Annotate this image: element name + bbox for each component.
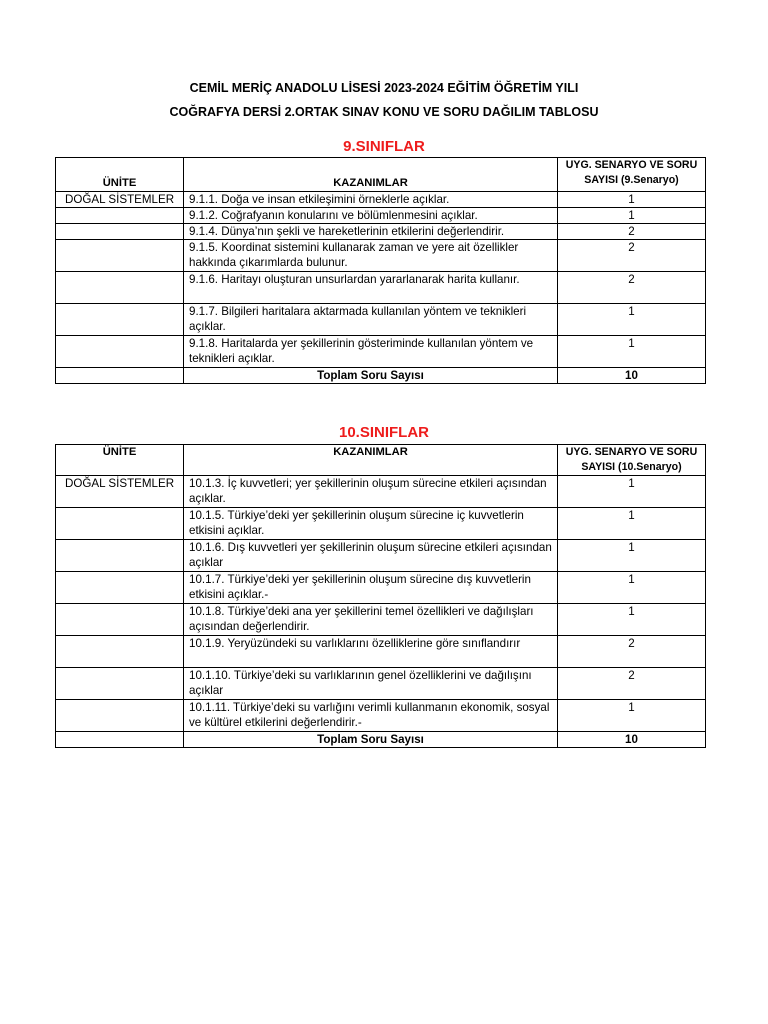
table-row — [56, 508, 706, 540]
unit-cell — [56, 336, 184, 368]
kazanim-cell: 9.1.7. Bilgileri haritalara aktarmada kullanılan yöntem ve teknikleri açıklar. — [184, 304, 558, 336]
table-row — [56, 604, 706, 636]
count-cell: 1 — [558, 700, 706, 732]
count-cell: 1 — [558, 304, 706, 336]
table-row — [56, 476, 706, 508]
kazanim-cell: 10.1.11. Türkiye’deki su varlığını verimli kullanmanın ekonomik, sosyal ve kültürel etkilerini değerlendirir.- — [184, 700, 558, 732]
unit-cell — [56, 240, 184, 272]
grade10-header-kazanim: KAZANIMLAR — [184, 445, 558, 476]
kazanim-cell: 9.1.2. Coğrafyanın konularını ve bölümlenmesini açıklar. — [184, 208, 558, 224]
grade10-header-uyg-line2: SAYISI (10.Senaryo) — [581, 461, 682, 473]
kazanim-cell: 9.1.5. Koordinat sistemini kullanarak zaman ve yere ait özellikler hakkında çıkarımlarda bulunur. — [184, 240, 558, 272]
grade9-header-uyg-line1: UYG. SENARYO VE SORU — [565, 159, 698, 171]
grade10-header-uyg-line1: UYG. SENARYO VE SORU — [565, 446, 698, 458]
table-row — [56, 208, 706, 224]
grade10-header-unit: ÜNİTE — [56, 445, 184, 476]
document-title-line2: COĞRAFYA DERSİ 2.ORTAK SINAV KONU VE SORU DAĞILIM TABLOSU — [169, 105, 599, 119]
document-title-line1: CEMİL MERİÇ ANADOLU LİSESİ 2023-2024 EĞİTİM ÖĞRETİM YILI — [189, 81, 579, 95]
grade10-table — [55, 444, 706, 748]
kazanim-cell: 9.1.6. Haritayı oluşturan unsurlardan yararlanarak harita kullanır. — [184, 272, 558, 304]
table-row — [56, 272, 706, 304]
count-cell: 1 — [558, 192, 706, 208]
grade9-header-kazanim: KAZANIMLAR — [184, 158, 558, 192]
count-cell: 1 — [558, 208, 706, 224]
unit-cell: DOĞAL SİSTEMLER — [56, 192, 184, 208]
unit-cell — [56, 368, 184, 384]
unit-cell — [56, 540, 184, 572]
unit-cell — [56, 604, 184, 636]
unit-cell: DOĞAL SİSTEMLER — [56, 476, 184, 508]
table-row — [56, 224, 706, 240]
count-cell: 2 — [558, 224, 706, 240]
count-cell: 1 — [558, 604, 706, 636]
unit-cell — [56, 304, 184, 336]
count-cell: 1 — [558, 508, 706, 540]
grade9-header-uyg — [558, 158, 706, 192]
table-row — [56, 336, 706, 368]
unit-cell — [56, 508, 184, 540]
total-value: 10 — [558, 732, 706, 748]
total-label: Toplam Soru Sayısı — [184, 368, 558, 384]
count-cell: 2 — [558, 668, 706, 700]
table-row — [56, 668, 706, 700]
unit-cell — [56, 636, 184, 668]
total-row — [56, 732, 706, 748]
table-row — [56, 540, 706, 572]
unit-cell — [56, 572, 184, 604]
kazanim-cell: 10.1.8. Türkiye’deki ana yer şekillerini temel özellikleri ve dağılışları açısından değerlendirir. — [184, 604, 558, 636]
grade9-header-uyg-line2: SAYISI (9.Senaryo) — [584, 174, 679, 186]
count-cell: 2 — [558, 272, 706, 304]
count-cell: 1 — [558, 476, 706, 508]
kazanim-cell: 10.1.5. Türkiye’deki yer şekillerinin oluşum sürecine iç kuvvetlerin etkisini açıklar. — [184, 508, 558, 540]
table-row — [56, 240, 706, 272]
count-cell: 2 — [558, 636, 706, 668]
total-value: 10 — [558, 368, 706, 384]
kazanim-cell: 9.1.8. Haritalarda yer şekillerinin gösteriminde kullanılan yöntem ve teknikleri açıklar. — [184, 336, 558, 368]
unit-cell — [56, 208, 184, 224]
table-row — [56, 192, 706, 208]
grade9-header-unit: ÜNİTE — [56, 158, 184, 192]
grade9-table — [55, 157, 706, 384]
table-row — [56, 636, 706, 668]
kazanim-cell: 10.1.3. İç kuvvetleri; yer şekillerinin oluşum sürecine etkileri açısından açıklar. — [184, 476, 558, 508]
kazanim-cell: 10.1.7. Türkiye’deki yer şekillerinin oluşum sürecine dış kuvvetlerin etkisini açıklar.- — [184, 572, 558, 604]
unit-cell — [56, 224, 184, 240]
total-label: Toplam Soru Sayısı — [184, 732, 558, 748]
count-cell: 1 — [558, 572, 706, 604]
unit-cell — [56, 700, 184, 732]
total-row — [56, 368, 706, 384]
count-cell: 1 — [558, 336, 706, 368]
kazanim-cell: 10.1.9. Yeryüzündeki su varlıklarını özelliklerine göre sınıflandırır — [184, 636, 558, 668]
kazanim-cell: 10.1.6. Dış kuvvetleri yer şekillerinin oluşum sürecine etkileri açısından açıklar — [184, 540, 558, 572]
kazanim-cell: 9.1.1. Doğa ve insan etkileşimini örneklerle açıklar. — [184, 192, 558, 208]
table-row — [56, 304, 706, 336]
table-row — [56, 572, 706, 604]
unit-cell — [56, 272, 184, 304]
count-cell: 2 — [558, 240, 706, 272]
table-row — [56, 700, 706, 732]
grade10-title: 10.SINIFLAR — [338, 424, 429, 441]
grade10-header-uyg — [558, 445, 706, 476]
kazanim-cell: 10.1.10. Türkiye’deki su varlıklarının genel özelliklerini ve dağılışını açıklar — [184, 668, 558, 700]
kazanim-cell: 9.1.4. Dünya’nın şekli ve hareketlerinin etkilerini değerlendirir. — [184, 224, 558, 240]
count-cell: 1 — [558, 540, 706, 572]
unit-cell — [56, 668, 184, 700]
unit-cell — [56, 732, 184, 748]
grade9-title: 9.SINIFLAR — [343, 138, 425, 155]
